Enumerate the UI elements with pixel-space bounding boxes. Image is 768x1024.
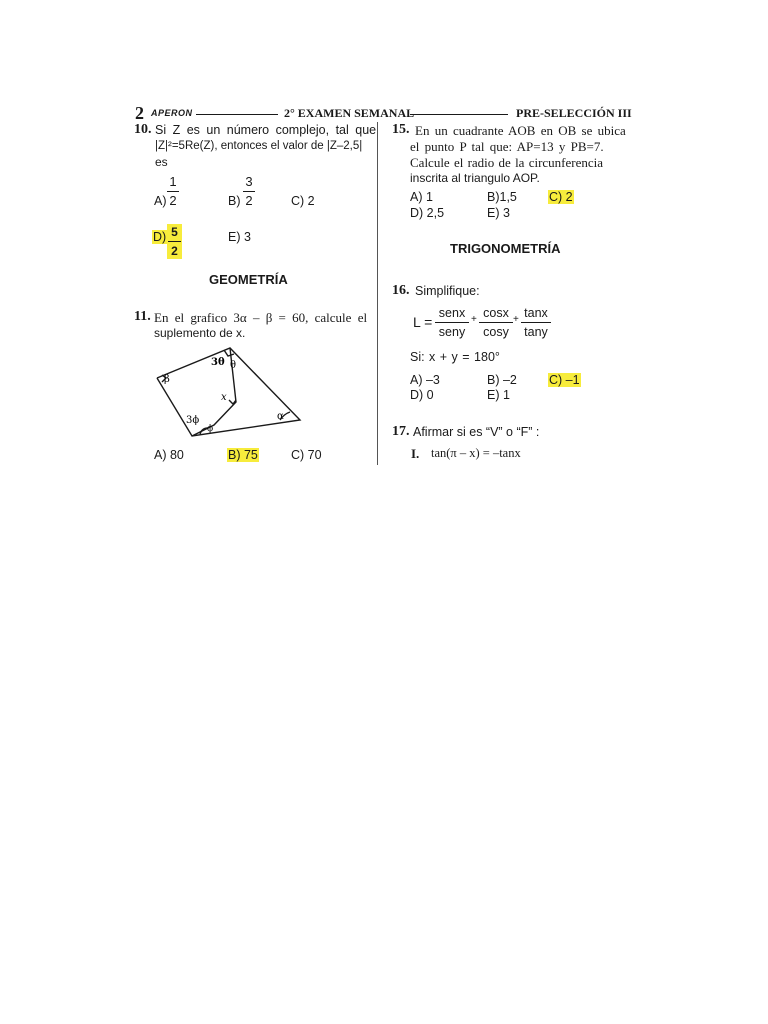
q11-line2: suplemento de x. — [154, 326, 246, 340]
fraction-numerator: 3 — [245, 174, 253, 189]
q16-plus-2: + — [513, 314, 519, 325]
header-rule-left — [196, 114, 278, 115]
q10-option-b: B) — [228, 194, 241, 208]
q15-option-d: D) 2,5 — [410, 206, 445, 220]
fraction-bar — [168, 241, 181, 242]
q16-option-a: A) –3 — [410, 373, 440, 387]
q16-number: 16. — [392, 283, 410, 298]
q15-option-b: B)1,5 — [487, 190, 517, 204]
q16-L-label: L = — [413, 314, 433, 330]
fraction-numerator: tanx — [524, 306, 548, 320]
fraction-denominator: seny — [438, 325, 466, 339]
fraction-bar — [243, 191, 255, 192]
q10-option-d-fraction — [167, 224, 182, 259]
q11-number: 11. — [134, 309, 151, 324]
header-rule-right — [410, 114, 508, 115]
q16-condition: Si: x + y = 180° — [410, 350, 500, 364]
q17-text: Afirmar si es “V” o “F” : — [413, 425, 540, 439]
logo: APERON — [151, 108, 193, 118]
figure-outline — [157, 348, 300, 436]
fraction-bar — [435, 322, 469, 323]
q15-line2: el punto P tal que: AP=13 y PB=7. — [410, 139, 604, 154]
label-three-theta: 3θ — [211, 357, 225, 368]
label-beta: β — [164, 374, 170, 385]
q17-item-label: I. — [411, 446, 420, 461]
fraction-denominator: tany — [524, 325, 548, 339]
column-divider — [377, 122, 378, 465]
q10-line3: es — [155, 155, 168, 169]
fraction-numerator: senx — [438, 306, 466, 320]
exam-title: 2° EXAMEN SEMANAL — [284, 106, 415, 120]
q10-option-a: A) — [154, 194, 167, 208]
label-alpha: α — [277, 411, 284, 422]
label-x: x — [221, 392, 227, 403]
fraction-numerator: 5 — [171, 225, 178, 239]
q10-line1: Si Z es un número complejo, tal que — [155, 123, 377, 137]
q17-number: 17. — [392, 424, 410, 439]
q16-plus-1: + — [471, 314, 477, 325]
page-number: 2 — [135, 103, 144, 123]
q15-line4: inscrita al triangulo AOP. — [410, 171, 540, 185]
section-title-geometria: GEOMETRÍA — [209, 272, 288, 287]
q15-option-c: C) 2 — [549, 190, 573, 204]
label-three-phi: 3ϕ — [186, 415, 200, 426]
q11-figure — [150, 342, 350, 442]
fraction-denominator: 2 — [171, 244, 178, 258]
fraction-bar — [167, 191, 179, 192]
q10-line2: |Z|²=5Re(Z), entonces el valor de |Z–2,5| — [155, 140, 363, 152]
section-title-trigonometria: TRIGONOMETRÍA — [450, 241, 561, 256]
fraction-denominator: cosy — [483, 325, 509, 339]
series-title: PRE-SELECCIÓN III — [516, 106, 632, 120]
q16-fraction-1 — [435, 305, 469, 340]
q15-option-e: E) 3 — [487, 206, 510, 220]
q10-option-c: C) 2 — [291, 194, 315, 208]
q10-option-b-fraction — [243, 174, 255, 209]
fraction-numerator: 1 — [169, 174, 177, 189]
q10-option-d: D) — [153, 230, 167, 244]
q10-option-a-fraction — [167, 174, 179, 209]
fraction-denominator: 2 — [245, 193, 253, 208]
q16-fraction-2 — [479, 305, 513, 340]
label-phi: ϕ — [207, 424, 214, 434]
q16-fraction-3 — [521, 305, 551, 340]
q16-text: Simplifique: — [415, 284, 480, 298]
q11-option-a: A) 80 — [154, 448, 184, 462]
fraction-bar — [521, 322, 551, 323]
fraction-bar — [479, 322, 513, 323]
q16-option-b: B) –2 — [487, 373, 517, 387]
q17-item-text: tan(π – x) = –tanx — [431, 446, 521, 460]
q15-line1: En un cuadrante AOB en OB se ubica — [415, 123, 626, 138]
q16-option-c: C) –1 — [549, 373, 580, 387]
q11-option-c: C) 70 — [291, 448, 322, 462]
q11-option-b: B) 75 — [228, 448, 258, 462]
fraction-denominator: 2 — [169, 193, 177, 208]
label-theta: θ — [230, 360, 237, 371]
q16-option-e: E) 1 — [487, 388, 510, 402]
q15-number: 15. — [392, 122, 410, 137]
q15-option-a: A) 1 — [410, 190, 433, 204]
fraction-numerator: cosx — [483, 306, 509, 320]
q11-line1: En el grafico 3α – β = 60, calcule el — [154, 310, 368, 325]
q10-option-e: E) 3 — [228, 230, 251, 244]
q16-option-d: D) 0 — [410, 388, 434, 402]
q10-number: 10. — [134, 122, 152, 137]
q15-line3: Calcule el radio de la circunferencia — [410, 155, 604, 170]
